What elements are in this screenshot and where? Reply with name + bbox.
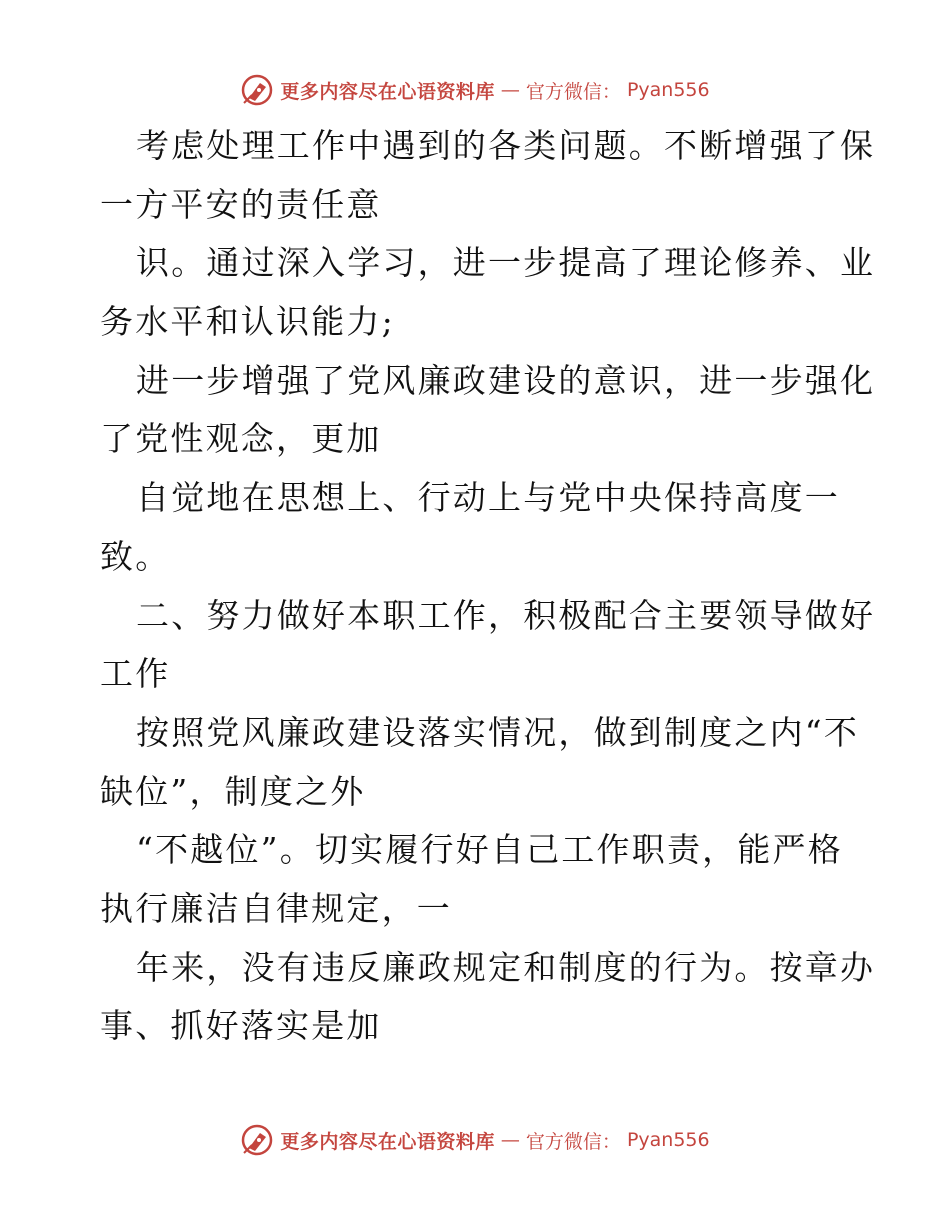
text-line: “不越位”。切实履行好自己工作职责，能严格 (136, 830, 843, 870)
watermark-label: 官方微信： (525, 1130, 621, 1153)
watermark-title: 更多内容尽在心语资料库 (280, 80, 495, 103)
watermark-separator: — (500, 79, 520, 101)
footer-watermark (0, 1120, 950, 1160)
text-line: 一方平安的责任意 (100, 184, 382, 224)
text-line: 事、抓好落实是加 (100, 1006, 382, 1046)
watermark-label: 官方微信： (525, 80, 621, 103)
text-line: 识。通过深入学习，进一步提高了理论修养、业 (136, 243, 876, 283)
watermark-title: 更多内容尽在心语资料库 (280, 1130, 495, 1153)
pen-nib-logo-icon (240, 73, 274, 107)
text-line: 致。 (100, 536, 171, 576)
text-line: 进一步增强了党风廉政建设的意识，进一步强化 (136, 360, 876, 400)
pen-nib-logo-icon (240, 1123, 274, 1157)
watermark-id: Pyan556 (626, 79, 710, 101)
text-line: 了党性观念，更加 (100, 419, 382, 459)
text-line: 务水平和认识能力; (100, 302, 395, 342)
watermark-id: Pyan556 (626, 1129, 710, 1151)
text-line: 缺位”，制度之外 (100, 771, 366, 811)
section-heading-cont: 工作 (100, 654, 171, 694)
header-watermark (0, 70, 950, 110)
section-heading: 二、努力做好本职工作，积极配合主要领导做好 (136, 595, 876, 635)
watermark-separator: — (500, 1129, 520, 1151)
document-body (100, 117, 876, 1056)
text-line: 年来，没有违反廉政规定和制度的行为。按章办 (136, 947, 876, 987)
text-line: 自觉地在思想上、行动上与党中央保持高度一 (136, 478, 840, 518)
text-line: 执行廉洁自律规定，一 (100, 888, 452, 928)
text-line: 按照党风廉政建设落实情况，做到制度之内“不 (136, 712, 860, 752)
text-line: 考虑处理工作中遇到的各类问题。不断增强了保 (136, 126, 876, 165)
